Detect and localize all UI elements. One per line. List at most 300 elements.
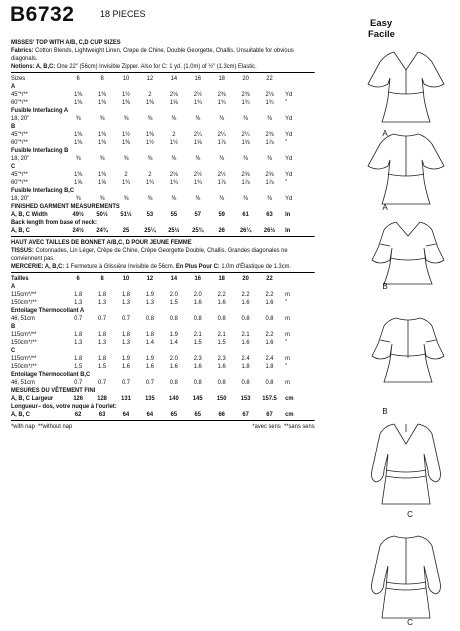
cell: 53	[146, 211, 154, 218]
view-label-c-front: C	[407, 510, 413, 519]
cell: 1⅜	[74, 171, 83, 178]
fusible-bc	[11, 195, 315, 203]
view-label-b-back: B	[382, 407, 388, 416]
unit: "	[285, 139, 288, 146]
unit: In	[285, 211, 291, 218]
cell: 1.3	[121, 339, 131, 346]
cell: 0.7	[98, 379, 107, 386]
entoilage-a	[11, 315, 315, 323]
cell: 1.6	[217, 299, 226, 306]
cell: 2	[148, 171, 152, 178]
cell: 18	[218, 275, 225, 282]
fr-b-115	[11, 331, 315, 339]
unit: m	[285, 291, 290, 298]
cell: ⅜	[147, 195, 153, 202]
garment-view-a-back	[364, 128, 448, 208]
cell: 0.8	[169, 315, 178, 322]
cell: 51½	[120, 211, 132, 218]
cell: 1¾	[145, 179, 154, 186]
cell: 14	[170, 75, 178, 82]
cell: 1⅝	[98, 179, 107, 186]
cell: 2½	[193, 171, 202, 178]
cell: ⅜	[195, 155, 201, 162]
cell: 2.2	[217, 291, 226, 298]
cell: ⅜	[123, 155, 129, 162]
cell: ⅜	[171, 195, 177, 202]
cell: 1.6	[265, 299, 274, 306]
view-label-a-front: A	[382, 129, 388, 138]
cell: 1.8	[74, 291, 83, 298]
cell: 0.8	[193, 315, 202, 322]
cell: 1⅜	[145, 131, 154, 138]
cell: 1⅝	[241, 139, 250, 146]
unit: Yd	[285, 155, 293, 162]
cell: 131	[121, 395, 131, 402]
cell: 63	[98, 411, 106, 418]
cell: 2.1	[241, 331, 250, 338]
fr-a-150	[11, 299, 315, 307]
cell: 0.8	[169, 379, 178, 386]
cell: 1⅞	[217, 179, 226, 186]
fr-a-115	[11, 291, 315, 299]
row-label: A, B, C Largeur	[11, 395, 54, 402]
c-60	[11, 179, 315, 187]
unit: In	[285, 227, 291, 234]
entoilage-bc	[11, 379, 315, 387]
view-c-heading: C	[11, 163, 16, 170]
cell: 55	[170, 211, 178, 218]
cell: 1.8	[145, 331, 154, 338]
cell: 1½	[169, 139, 178, 146]
cell: 0.7	[121, 315, 131, 322]
cell: 0.7	[74, 379, 83, 386]
cell: ⅜	[171, 115, 177, 122]
cell: 1.5	[217, 339, 226, 346]
unit: Yd	[285, 91, 293, 98]
cell: 65	[194, 411, 201, 418]
fr-view-a-heading: A	[11, 283, 16, 290]
row-label: 150cm*/**	[11, 363, 37, 370]
view-b-heading: B	[11, 123, 16, 130]
cell: 62	[74, 411, 82, 418]
fusible-a	[11, 115, 315, 123]
cell: 1.6	[217, 363, 226, 370]
cell: 20	[242, 75, 249, 82]
cell: ⅜	[99, 195, 105, 202]
cell: ⅜	[219, 195, 225, 202]
cell: 1.6	[145, 363, 154, 370]
cell: 1.6	[241, 299, 250, 306]
garment-view-b-front	[368, 218, 448, 288]
row-label: 60"*/**	[11, 139, 28, 146]
cell: 2.2	[265, 291, 274, 298]
cell: ⅜	[99, 155, 105, 162]
cell: ⅜	[243, 195, 249, 202]
cell: 1⅞	[241, 179, 250, 186]
row-label: Tailles	[11, 275, 29, 282]
cell: 0.8	[145, 315, 154, 322]
row-label: A, B, C	[11, 411, 30, 418]
cell: 0.8	[265, 379, 274, 386]
cell: 16	[194, 275, 201, 282]
row-label: 18, 20"	[11, 155, 30, 162]
cell: 1.6	[169, 363, 178, 370]
cell: 1.5	[74, 363, 83, 370]
unit	[281, 75, 305, 83]
cell: 8	[100, 75, 104, 82]
row-label: 115cm*/**	[11, 355, 37, 362]
cell: 24¾	[96, 227, 108, 234]
cell: 26	[218, 227, 225, 234]
cell: 2.1	[193, 331, 202, 338]
cell: 1⅜	[74, 139, 83, 146]
cell: 2.3	[193, 355, 202, 362]
cell: 0.8	[193, 379, 202, 386]
cell: 1¾	[241, 99, 250, 106]
cell: 1.5	[193, 339, 202, 346]
nap-footnotes	[11, 423, 315, 431]
unit: m	[285, 355, 290, 362]
unit: m	[285, 315, 290, 322]
cell: 1.6	[265, 339, 274, 346]
cell: 1⅜	[145, 99, 154, 106]
cell: 0.8	[241, 379, 250, 386]
cell: 2⅛	[265, 91, 274, 98]
cell: ⅜	[75, 115, 81, 122]
unit: Yd	[285, 131, 293, 138]
cell: 1⅜	[98, 171, 107, 178]
cell: 1.8	[74, 355, 83, 362]
cell: 1¾	[193, 179, 202, 186]
cell: 2	[172, 131, 176, 138]
fr-c-115	[11, 355, 315, 363]
cell: 0.8	[217, 315, 226, 322]
row-label: 46, 51cm	[11, 379, 35, 386]
row-label: 45"*/**	[11, 131, 28, 138]
cell: 2.2	[241, 291, 250, 298]
largeur-row	[11, 395, 315, 403]
a-45	[11, 91, 315, 99]
b-45	[11, 131, 315, 139]
unit	[281, 275, 305, 283]
difficulty-fr: Facile	[368, 29, 395, 40]
cell: 2¼	[217, 131, 226, 138]
b-60	[11, 139, 315, 147]
unit: Yd	[285, 115, 293, 122]
cell: 6	[76, 275, 80, 282]
french-title: HAUT AVEC TAILLES DE BONNET A/B,C, D POUR JEUNE FEMME	[11, 239, 192, 246]
cell: 2½	[217, 171, 226, 178]
cell: 10	[122, 275, 130, 282]
cell: 22	[266, 275, 273, 282]
row-label: 150cm*/**	[11, 339, 37, 346]
cell: 1.3	[121, 299, 131, 306]
mesures-heading: MESURES DU VÊTEMENT FINI	[11, 387, 96, 394]
cell: 135	[145, 395, 155, 402]
difficulty-en: Easy	[370, 18, 393, 29]
cell: 1.8	[98, 355, 107, 362]
cell: 2⅛	[169, 171, 178, 178]
cell: 1.9	[145, 355, 154, 362]
cell: 150	[216, 395, 227, 402]
tailles-row	[11, 275, 315, 283]
cell: ⅜	[123, 115, 129, 122]
cell: 1⅜	[98, 99, 107, 106]
cell: 1.8	[241, 363, 250, 370]
cell: 2⅝	[265, 171, 274, 178]
cell: 1.6	[193, 363, 202, 370]
cell: 2.0	[193, 291, 202, 298]
cell: 26½	[263, 227, 276, 234]
cell: 2	[148, 91, 152, 98]
cell: 2.3	[217, 355, 226, 362]
cell: 64	[146, 411, 154, 418]
row-label: 60"*/**	[11, 99, 28, 106]
cell: 12	[146, 275, 154, 282]
cell: 2.0	[169, 355, 178, 362]
cell: 1.8	[121, 291, 131, 298]
cell: 1.4	[145, 339, 154, 346]
row-label: 115cm*/**	[11, 291, 37, 298]
cell: 0.7	[98, 315, 107, 322]
cell: 65	[170, 411, 178, 418]
cell: 63	[266, 211, 273, 218]
cell: 26¼	[239, 227, 252, 234]
cell: 1.8	[265, 363, 274, 370]
nap-footnote-fr: *avec sens **sans sens	[252, 423, 315, 430]
english-title: MISSES' TOP WITH A/B, C,D CUP SIZES	[11, 39, 121, 46]
cell: 1.6	[193, 299, 202, 306]
cell: 2⅝	[241, 171, 250, 178]
garment-view-a-front	[364, 48, 448, 126]
cell: 1¾	[121, 179, 131, 186]
row-label: 60"*/**	[11, 179, 28, 186]
row-label: 18, 20"	[11, 115, 30, 122]
cell: 22	[266, 75, 273, 82]
cell: 1⅞	[265, 139, 274, 146]
unit: m	[285, 331, 290, 338]
cell: 59	[218, 211, 225, 218]
fusible-b-heading: Fusible Interfacing B	[11, 147, 69, 154]
cell: ⅜	[75, 195, 81, 202]
unit: cm	[285, 411, 294, 418]
cell: 2⅛	[169, 91, 178, 98]
cell: ⅜	[195, 195, 201, 202]
pattern-number: B6732	[10, 3, 75, 26]
fr-b-150	[11, 339, 315, 347]
cell: 1.3	[145, 299, 154, 306]
unit: "	[285, 299, 288, 306]
cell: 1.8	[98, 331, 107, 338]
view-label-b-front: B	[382, 282, 388, 291]
cell: 1.5	[169, 299, 178, 306]
view-a-heading: A	[11, 83, 16, 90]
cell: 1.9	[169, 331, 178, 338]
cell: 1.9	[121, 355, 131, 362]
cell: 1½	[121, 131, 131, 138]
cell: 1¾	[217, 99, 226, 106]
cell: 20	[242, 275, 249, 282]
entoilage-bc-heading: Entoilage Thermocollant B,C	[11, 371, 91, 378]
back-length-row	[11, 227, 315, 235]
fr-view-b-heading: B	[11, 323, 16, 330]
unit: "	[285, 99, 288, 106]
cell: 61	[242, 211, 249, 218]
fabrics: Fabrics: Cotton Blends, Lightweight Linen, Crepe de Chine, Double Georgette, Challis. Unsuitable for obvious diagonals.	[11, 47, 294, 62]
cell: 2¼	[241, 131, 250, 138]
cell: ⅜	[99, 115, 105, 122]
cell: 1⅝	[74, 179, 83, 186]
cell: 1¾	[193, 99, 202, 106]
fr-view-c-heading: C	[11, 347, 16, 354]
cell: ⅜	[147, 115, 153, 122]
cell: 140	[168, 395, 179, 402]
width-row	[11, 211, 315, 219]
cell: 2⅜	[217, 91, 226, 98]
cell: 1.4	[169, 339, 178, 346]
garment-view-c-front	[364, 420, 448, 508]
cell: 1⅜	[121, 99, 131, 106]
cell: 1⅜	[98, 131, 107, 138]
cell: 0.7	[145, 379, 154, 386]
cell: 49½	[72, 211, 84, 218]
cell: 8	[100, 275, 104, 282]
cell: 64	[122, 411, 130, 418]
cell: ⅜	[219, 155, 225, 162]
cell: 1.3	[98, 339, 107, 346]
garment-view-b-back	[368, 312, 448, 386]
cell: ⅜	[267, 195, 272, 202]
nap-footnote-en: *with nap **without nap	[11, 423, 73, 430]
cell: 50½	[96, 211, 108, 218]
unit: m	[285, 379, 290, 386]
fusible-bc-heading: Fusible Interfacing B,C	[11, 187, 75, 194]
cell: 2½	[193, 91, 202, 98]
cell: 2⅜	[265, 131, 274, 138]
cell: 1⅜	[74, 99, 83, 106]
cell: ⅜	[267, 115, 272, 122]
cell: 57	[194, 211, 201, 218]
cell: 0.7	[121, 379, 131, 386]
sizes-row	[11, 75, 315, 83]
a-60	[11, 99, 315, 107]
cell: 1½	[145, 139, 154, 146]
cell: 1⅝	[193, 139, 202, 146]
row-label: 150cm*/**	[11, 299, 37, 306]
cell: ⅜	[219, 115, 225, 122]
c-45	[11, 171, 315, 179]
cell: 1.3	[98, 299, 107, 306]
cell: 1¾	[169, 179, 178, 186]
cell: 25¼	[144, 227, 156, 234]
cell: ⅜	[123, 195, 129, 202]
cell: 1⅝	[169, 99, 178, 106]
cell: 1⅜	[74, 91, 83, 98]
longueur-row	[11, 411, 315, 419]
cell: ⅜	[171, 155, 177, 162]
fusible-b	[11, 155, 315, 163]
cell: 18	[218, 75, 225, 82]
cell: 2⅜	[241, 91, 250, 98]
unit: "	[285, 179, 288, 186]
unit: Yd	[285, 171, 293, 178]
cell: 1.8	[74, 331, 83, 338]
cell: 2.4	[241, 355, 250, 362]
cell: 1.3	[74, 339, 83, 346]
cell: 1⅜	[98, 91, 107, 98]
cell: 128	[97, 395, 107, 402]
unit: cm	[285, 395, 294, 402]
yardage-chart	[11, 39, 315, 431]
view-label-a-back: A	[382, 203, 388, 212]
cell: 1½	[121, 91, 131, 98]
cell: ⅜	[243, 115, 249, 122]
fusible-a-heading: Fusible Interfacing A	[11, 107, 69, 114]
cell: 1.5	[98, 363, 107, 370]
mercerie: MERCERIE: A, B,C: 1 Fermeture à Glissière Invisible de 56cm. En Plus Pour C: 1.0m d'Élastique de 1.3cm.	[11, 263, 292, 270]
cell: 1⅜	[74, 131, 83, 138]
cell: 1.6	[241, 339, 250, 346]
cell: ⅜	[75, 155, 81, 162]
cell: 1.6	[121, 363, 131, 370]
longueur-heading: Longueur– dos, votre nuque à l'ourlet:	[11, 403, 117, 410]
cell: ⅜	[195, 115, 201, 122]
cell: ⅜	[243, 155, 249, 162]
cell: ⅜	[267, 155, 272, 162]
notions: Notions: A, B,C: One 22" (56cm) Invisible Zipper. Also for C: 1 yd. (1.0m) of ½" (1.3cm) Elastic.	[11, 63, 257, 70]
cell: 1⅞	[265, 179, 274, 186]
cell: 1⅜	[121, 139, 131, 146]
row-label: 46, 51cm	[11, 315, 35, 322]
row-label: A, B, C Width	[11, 211, 48, 218]
cell: 67	[242, 411, 249, 418]
row-label: 115cm*/**	[11, 331, 37, 338]
cell: 14	[170, 275, 178, 282]
entoilage-a-heading: Entoilage Thermocollant A	[11, 307, 85, 314]
row-label: 45"*/**	[11, 171, 28, 178]
cell: 2.1	[217, 331, 226, 338]
back-length-heading: Back length from base of neck:	[11, 219, 97, 226]
cell: 1⅜	[98, 139, 107, 146]
cell: 153	[240, 395, 251, 402]
cell: 25¾	[192, 227, 204, 234]
view-label-c-back: C	[407, 618, 413, 627]
cell: 6	[76, 75, 80, 82]
cell: 2	[124, 171, 128, 178]
cell: 10	[122, 75, 130, 82]
row-label: A, B, C	[11, 227, 30, 234]
cell: 126	[73, 395, 83, 402]
cell: 67	[266, 411, 273, 418]
cell: 2¼	[193, 131, 202, 138]
cell: 145	[192, 395, 203, 402]
finished-heading: FINISHED GARMENT MEASUREMENTS	[11, 203, 120, 210]
row-label: Sizes	[11, 75, 26, 82]
piece-count: 18 PIECES	[100, 9, 146, 19]
garment-view-c-back	[364, 530, 448, 622]
cell: 1.9	[145, 291, 154, 298]
cell: 2.0	[169, 291, 178, 298]
cell: ⅜	[147, 155, 153, 162]
tissus: TISSUS: Cotonnades, Lin Léger, Crêpe de Chine, Crêpe Georgette Double, Challis. Grandes diagonales ne conviennent pas.	[11, 247, 288, 262]
unit: "	[285, 339, 288, 346]
cell: 0.7	[74, 315, 83, 322]
cell: 0.8	[217, 379, 226, 386]
cell: 2.4	[265, 355, 274, 362]
unit: Yd	[285, 195, 293, 202]
cell: 1¾	[265, 99, 274, 106]
cell: 25	[122, 227, 130, 234]
